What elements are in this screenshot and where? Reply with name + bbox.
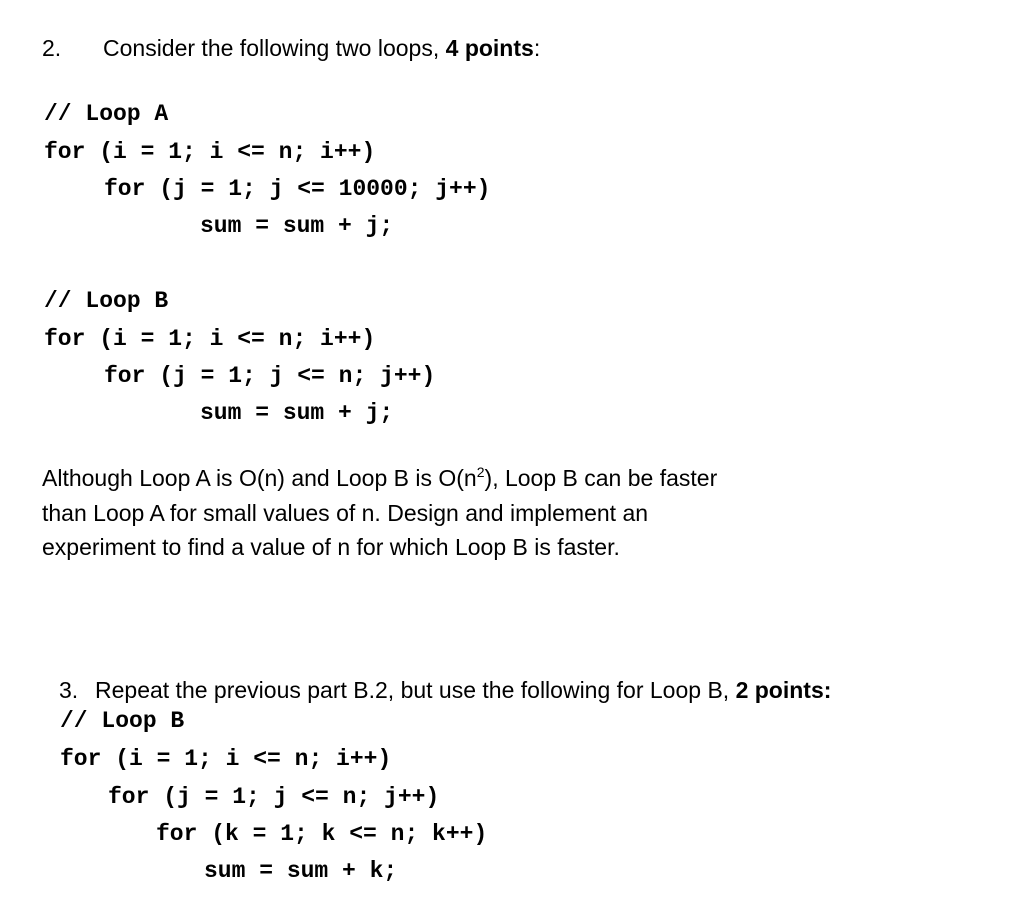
q3-heading: [95, 676, 831, 704]
q3-loop-comment: // Loop B: [60, 708, 185, 734]
q2-number: 2.: [42, 35, 62, 61]
q2-desc-part2: ), Loop B can be faster than Loop A for small values of n. Design and implement an experiment to find a value of n for which Loop B is faster.: [42, 465, 718, 560]
loop-b-comment: // Loop B: [44, 288, 169, 314]
loop-a-body: sum = sum + j;: [200, 213, 394, 239]
loop-a-comment: // Loop A: [44, 101, 169, 127]
q2-desc-part1: Although Loop A is O(n) and Loop B is O(n: [42, 465, 477, 491]
q3-loop-inner-for: for (k = 1; k <= n; k++): [156, 821, 488, 847]
loop-a-inner-for: for (j = 1; j <= 10000; j++): [104, 176, 491, 202]
q3-loop-body: sum = sum + k;: [204, 858, 398, 884]
loop-b-body: sum = sum + j;: [200, 400, 394, 426]
q2-colon: :: [533, 35, 541, 61]
loop-b-inner-for: for (j = 1; j <= n; j++): [104, 363, 436, 389]
loop-a-outer-for: for (i = 1; i <= n; i++): [44, 139, 376, 165]
q3-loop-outer-for: for (i = 1; i <= n; i++): [60, 746, 392, 772]
q3-points: 2 points:: [735, 677, 832, 703]
q2-heading: [103, 34, 540, 62]
q2-prompt: Consider the following two loops,: [103, 35, 446, 61]
q3-loop-middle-for: for (j = 1; j <= n; j++): [108, 784, 440, 810]
q3-prompt: Repeat the previous part B.2, but use the following for Loop B,: [95, 677, 736, 703]
q2-description: [42, 461, 742, 565]
q3-number: 3.: [59, 677, 79, 703]
q2-points: 4 points: [445, 35, 534, 61]
loop-b-outer-for: for (i = 1; i <= n; i++): [44, 326, 376, 352]
q2-desc-exponent: 2: [476, 464, 485, 480]
